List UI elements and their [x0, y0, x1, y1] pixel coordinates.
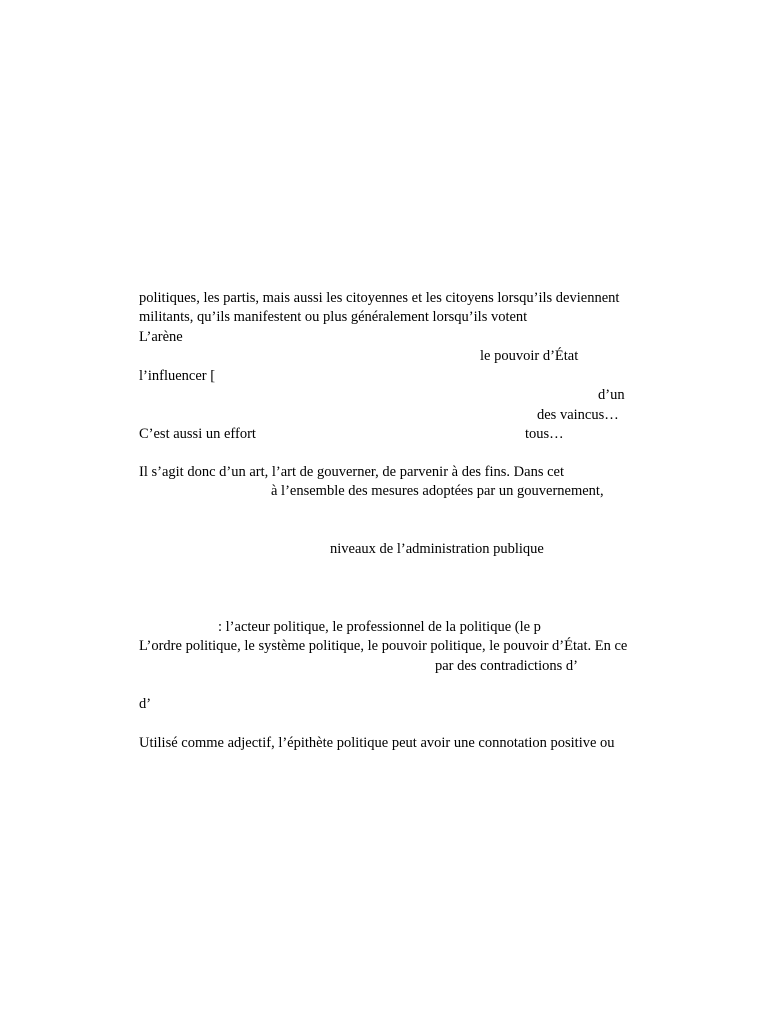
text-line: C’est aussi un effort: [139, 426, 256, 442]
text-line: L’ordre politique, le système politique, le pouvoir politique, le pouvoir d’État. En ce: [139, 638, 628, 654]
text-line: L’arène: [139, 329, 183, 345]
text-line: : l’acteur politique, le professionnel de la politique (le p: [218, 619, 541, 635]
text-line: l’influencer [: [139, 368, 216, 384]
text-line: tous…: [525, 426, 564, 442]
text-line: Utilisé comme adjectif, l’épithète politique peut avoir une connotation positive ou: [139, 735, 615, 751]
text-line: Il s’agit donc d’un art, l’art de gouverner, de parvenir à des fins. Dans cet: [139, 464, 564, 480]
text-line: d’: [139, 696, 152, 712]
text-line: des vaincus…: [537, 407, 619, 423]
text-line: d’un: [598, 387, 625, 403]
text-line: niveaux de l’administration publique: [330, 541, 544, 557]
text-line: militants, qu’ils manifestent ou plus généralement lorsqu’ils votent: [139, 309, 528, 325]
text-line: à l’ensemble des mesures adoptées par un gouvernement,: [271, 483, 604, 499]
text-line: politiques, les partis, mais aussi les citoyennes et les citoyens lorsqu’ils deviennent: [139, 290, 620, 306]
text-line: par des contradictions d’: [435, 658, 578, 674]
text-line: le pouvoir d’État: [480, 348, 579, 364]
